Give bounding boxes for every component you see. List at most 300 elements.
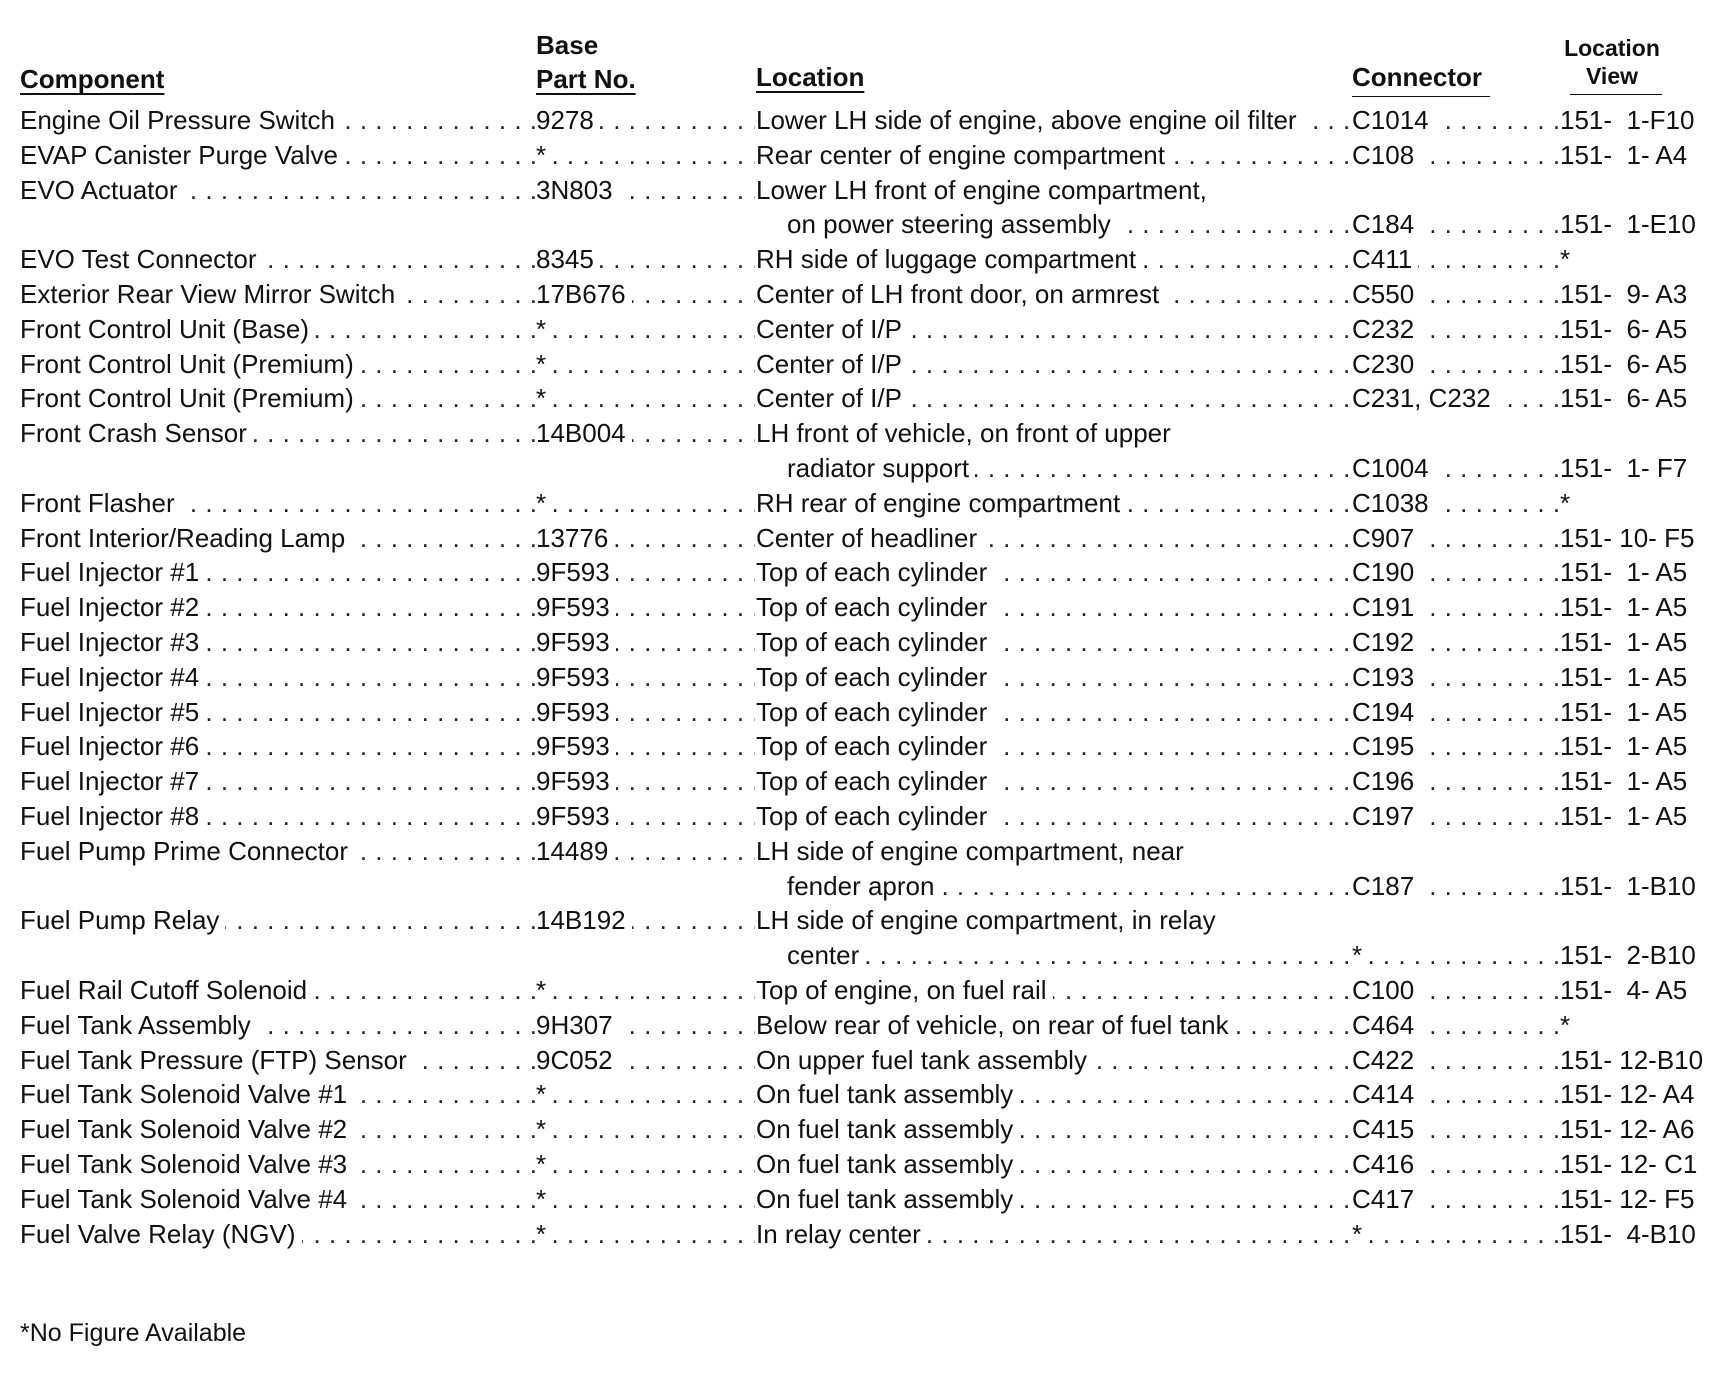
location-view-cell-text: 151- 1- A5 [1560,731,1688,762]
part-number-cell-text: 9F593 [536,731,616,761]
part-number-cell-text: 9F593 [536,766,616,796]
connector-cell-text: C1004 [1352,453,1435,483]
location-view-cell [1560,451,1710,485]
location-view-cell-text: 151- 1- F7 [1560,453,1688,483]
part-number-cell [536,1043,755,1077]
connector-cell-text: C108 [1352,140,1420,170]
location-cell [787,207,1351,241]
location-view-cell-text: 151- 4- A5 [1560,975,1688,1005]
location-cell [756,1217,1351,1251]
location-view-cell [1560,138,1710,172]
location-cell [787,938,1351,972]
component-cell [20,416,535,450]
part-number-cell [536,521,755,555]
location-view-cell [1560,660,1710,694]
part-number-cell-text: 9H307 [536,1010,619,1040]
connector-cell [1352,103,1559,137]
location-cell [756,695,1351,729]
component-cell [20,312,535,346]
component-cell-text: Fuel Rail Cutoff Solenoid [20,975,313,1005]
location-view-cell-text: 151- 4-B10 [1560,1218,1696,1249]
connector-cell [1352,207,1559,241]
connector-cell [1352,625,1559,659]
part-number-cell [536,799,755,833]
part-number-cell-text: 9C052 [536,1045,619,1075]
component-cell [20,729,535,763]
component-cell-text: Front Crash Sensor [20,418,253,448]
location-cell-text: Center of LH front door, on armrest [756,279,1165,309]
part-number-cell [536,1077,755,1111]
part-number-cell [536,764,755,798]
part-number-cell [536,381,755,415]
connector-cell-text: C194 [1352,697,1420,727]
location-view-cell [1560,486,1710,520]
connector-cell [1352,1217,1559,1251]
location-cell [756,799,1351,833]
part-number-cell-text: 3N803 [536,175,619,205]
location-view-cell-text: 151- 1- A5 [1560,627,1688,657]
location-cell-text: Top of each cylinder [756,801,993,831]
connector-cell [1352,938,1559,972]
part-number-cell [536,729,755,763]
location-view-cell [1560,799,1710,833]
component-cell [20,834,535,868]
component-cell [20,242,535,276]
component-cell-text: Fuel Tank Assembly [20,1010,257,1040]
location-cell-text: LH side of engine compartment, in relay [756,905,1222,935]
component-cell [20,486,535,520]
location-view-cell [1560,277,1710,311]
location-cell [756,729,1351,763]
connector-cell [1352,660,1559,694]
location-cell [756,1008,1351,1042]
location-view-cell [1560,103,1710,137]
connector-cell [1352,277,1559,311]
part-number-cell-text: * [536,1149,552,1179]
location-cell-text: Center of headliner [756,523,983,553]
location-cell [756,764,1351,798]
location-view-cell-text: 151- 1-B10 [1560,870,1696,901]
connector-cell-text: C417 [1352,1184,1420,1214]
location-cell [756,590,1351,624]
location-cell [756,625,1351,659]
component-cell-text: EVO Test Connector [20,244,263,274]
part-number-cell-text: 9F593 [536,801,616,831]
component-cell [20,347,535,381]
connector-cell [1352,242,1559,276]
component-cell [20,764,535,798]
part-number-cell-text: * [536,1079,552,1109]
connector-cell [1352,138,1559,172]
location-view-cell-text: 151- 6- A5 [1560,348,1688,379]
component-cell [20,277,535,311]
component-cell-text: Fuel Pump Relay [20,905,225,935]
connector-cell [1352,1008,1559,1042]
component-cell-text: Fuel Injector #3 [20,627,205,657]
part-number-cell-text: 9F593 [536,627,616,657]
connector-cell [1352,486,1559,520]
connector-cell [1352,521,1559,555]
location-view-cell-text: 151- 12- A6 [1560,1114,1695,1145]
connector-cell-text: C1038 [1352,488,1435,518]
header-base-part-line1: Base [536,30,599,60]
part-number-cell-text: 9F593 [536,557,616,587]
connector-cell-text: C907 [1352,523,1420,553]
location-cell [756,277,1351,311]
component-cell [20,625,535,659]
location-view-cell-text: 151- 12- A4 [1560,1079,1695,1110]
location-view-cell [1560,1043,1710,1077]
location-view-cell [1560,1112,1710,1146]
part-number-cell-text: * [536,1184,552,1214]
location-cell-text: Center of I/P [756,383,908,413]
part-number-cell-text: * [536,140,552,170]
location-cell-text: LH front of vehicle, on front of upper [756,418,1177,448]
header-location-view-line1: Location [1564,35,1660,61]
location-view-cell [1560,242,1710,276]
location-cell-text: On upper fuel tank assembly [756,1045,1093,1075]
connector-cell [1352,1077,1559,1111]
component-cell-text: EVO Actuator [20,175,184,205]
component-cell [20,103,535,137]
connector-cell-text: * [1352,940,1368,970]
location-view-cell-text: 151- 6- A5 [1560,383,1688,414]
connector-cell-text: C230 [1352,349,1420,379]
component-cell-text: Front Control Unit (Premium) [20,383,360,413]
location-cell-text: On fuel tank assembly [756,1114,1019,1144]
component-cell [20,660,535,694]
component-cell-text: Engine Oil Pressure Switch [20,105,341,135]
location-view-cell-text: 151- 1- A4 [1560,139,1688,170]
location-cell-text: On fuel tank assembly [756,1184,1019,1214]
part-number-cell [536,625,755,659]
component-cell [20,521,535,555]
location-view-cell [1560,207,1710,241]
connector-cell [1352,347,1559,381]
location-view-cell [1560,764,1710,798]
location-cell-text: on power steering assembly [787,209,1117,239]
location-cell-text: Top of engine, on fuel rail [756,975,1053,1005]
component-cell-text: Fuel Tank Pressure (FTP) Sensor [20,1045,413,1075]
footnote: *No Figure Available [20,1319,247,1347]
part-number-cell-text: 9F593 [536,662,616,692]
location-cell-text: center [787,940,865,970]
location-view-cell-text: 151- 1- A5 [1560,592,1688,623]
part-number-cell [536,416,755,450]
component-cell-text: Fuel Pump Prime Connector [20,836,354,866]
part-number-cell [536,1147,755,1181]
part-number-cell [536,1008,755,1042]
component-cell [20,973,535,1007]
connector-cell-text: C190 [1352,557,1420,587]
location-view-cell-text: * [1560,1009,1571,1040]
location-cell [756,1112,1351,1146]
connector-cell-text: C193 [1352,662,1420,692]
part-number-cell [536,1112,755,1146]
component-cell [20,590,535,624]
location-view-cell-text: 151- 10- F5 [1560,522,1695,553]
location-cell [756,416,1351,450]
component-cell-text: Fuel Valve Relay (NGV) [20,1219,302,1249]
header-location-view-line2: View [1586,63,1638,89]
location-cell [756,1043,1351,1077]
location-cell [756,486,1351,520]
location-cell [787,451,1351,485]
part-number-cell [536,173,755,207]
part-number-cell-text: 13776 [536,523,614,553]
connector-cell-text: C1014 [1352,105,1435,135]
location-view-cell-text: 151- 12-B10 [1560,1044,1704,1075]
part-number-cell [536,590,755,624]
part-number-cell [536,555,755,589]
connector-cell-text: C197 [1352,801,1420,831]
location-cell-text: Top of each cylinder [756,697,993,727]
location-cell-text: On fuel tank assembly [756,1079,1019,1109]
component-cell [20,1008,535,1042]
connector-cell-text: C187 [1352,871,1420,901]
connector-cell [1352,381,1559,415]
header-connector-rule [1352,96,1490,97]
component-cell [20,1043,535,1077]
connector-cell [1352,1182,1559,1216]
connector-cell-text: C195 [1352,731,1420,761]
location-cell-text: radiator support [787,453,975,483]
location-cell-text: Top of each cylinder [756,627,993,657]
location-view-cell [1560,381,1710,415]
connector-cell [1352,729,1559,763]
location-view-cell [1560,1147,1710,1181]
connector-cell [1352,1043,1559,1077]
location-cell-text: Lower LH front of engine compartment, [756,175,1213,205]
location-cell [756,1147,1351,1181]
location-view-cell [1560,347,1710,381]
location-cell [756,1182,1351,1216]
component-cell-text: EVAP Canister Purge Valve [20,140,344,170]
location-view-cell-text: 151- 1- A5 [1560,557,1688,588]
location-cell-text: Top of each cylinder [756,557,993,587]
location-cell [756,834,1351,868]
connector-cell-text: C464 [1352,1010,1420,1040]
component-cell [20,555,535,589]
location-cell [787,869,1351,903]
header-base-part-line2: Part No. [536,64,636,94]
connector-cell-text: C411 [1352,244,1418,274]
component-cell [20,1112,535,1146]
part-number-cell-text: 14489 [536,836,614,866]
component-cell-text: Fuel Injector #4 [20,662,205,692]
header-connector: Connector [1352,62,1482,92]
location-cell [756,521,1351,555]
component-cell-text: Front Control Unit (Premium) [20,349,360,379]
location-cell-text: Rear center of engine compartment [756,140,1171,170]
part-number-cell [536,486,755,520]
part-number-cell [536,1182,755,1216]
connector-cell-text: C415 [1352,1114,1420,1144]
location-view-cell-text: 151- 1- A5 [1560,696,1688,727]
location-view-cell [1560,521,1710,555]
location-view-cell [1560,1008,1710,1042]
connector-cell [1352,1147,1559,1181]
location-view-cell [1560,1217,1710,1251]
part-number-cell [536,347,755,381]
location-cell-text: fender apron [787,871,940,901]
part-number-cell-text: 14B004 [536,418,632,448]
location-view-cell-text: 151- 1- A5 [1560,801,1688,831]
location-cell [756,555,1351,589]
header-component: Component [20,64,165,94]
location-cell-text: RH side of luggage compartment [756,244,1142,274]
location-view-cell-text: 151- 12- C1 [1560,1149,1698,1179]
part-number-cell-text: * [536,488,552,518]
header-location-view-rule [1570,94,1662,95]
connector-cell-text: C196 [1352,766,1420,796]
location-view-cell [1560,1182,1710,1216]
location-view-cell-text: 151- 9- A3 [1560,279,1688,309]
part-number-cell [536,903,755,937]
location-view-cell [1560,312,1710,346]
location-view-cell-text: 151- 12- F5 [1560,1183,1695,1214]
header-location: Location [756,62,865,92]
component-cell-text: Fuel Injector #6 [20,731,205,761]
part-number-cell-text: * [536,349,552,379]
part-number-cell [536,277,755,311]
component-cell-text: Fuel Tank Solenoid Valve #3 [20,1149,353,1179]
connector-cell [1352,973,1559,1007]
location-cell [756,973,1351,1007]
component-cell-text: Fuel Injector #8 [20,801,205,831]
connector-cell [1352,451,1559,485]
connector-cell-text: C184 [1352,209,1420,239]
location-view-cell [1560,1077,1710,1111]
component-cell-text: Fuel Tank Solenoid Valve #2 [20,1114,353,1144]
location-cell [756,173,1351,207]
location-view-cell [1560,869,1710,903]
location-cell [756,381,1351,415]
part-number-cell [536,138,755,172]
component-cell [20,138,535,172]
part-number-cell-text: * [536,1219,552,1249]
component-cell-text: Fuel Injector #7 [20,766,205,796]
location-view-cell-text: * [1560,244,1571,275]
part-number-cell [536,312,755,346]
component-cell-text: Fuel Injector #5 [20,697,205,727]
location-view-cell-text: 151- 1-E10 [1560,209,1696,240]
location-cell-text: Center of I/P [756,349,908,379]
location-view-cell [1560,590,1710,624]
connector-cell-text: C192 [1352,627,1420,657]
connector-cell-text: C416 [1352,1149,1420,1179]
part-number-cell-text: 9278 [536,105,600,135]
component-cell [20,381,535,415]
part-number-cell-text: 17B676 [536,279,632,309]
location-cell-text: In relay center [756,1219,927,1249]
location-view-cell-text: * [1560,487,1571,518]
component-cell-text: Fuel Tank Solenoid Valve #1 [20,1079,353,1109]
location-view-cell [1560,938,1710,972]
location-view-cell-text: 151- 1- A5 [1560,766,1688,797]
location-view-cell-text: 151- 1- A5 [1560,661,1688,692]
location-view-cell [1560,555,1710,589]
connector-cell [1352,312,1559,346]
connector-cell-text: C422 [1352,1045,1420,1075]
connector-cell-text: * [1352,1219,1368,1249]
connector-cell-text: C191 [1352,592,1420,622]
part-number-cell-text: 9F593 [536,697,616,727]
part-number-cell-text: 14B192 [536,905,632,935]
location-cell-text: LH side of engine compartment, near [756,836,1190,866]
location-view-cell [1560,695,1710,729]
location-view-cell [1560,625,1710,659]
component-cell [20,695,535,729]
location-cell-text: Top of each cylinder [756,592,993,622]
location-cell-text: Top of each cylinder [756,662,993,692]
component-cell [20,799,535,833]
location-cell [756,347,1351,381]
part-number-cell [536,834,755,868]
connector-cell-text: C414 [1352,1079,1420,1109]
component-cell-text: Fuel Tank Solenoid Valve #4 [20,1184,353,1214]
connector-cell-text: C232 [1352,314,1420,344]
component-cell-text: Front Control Unit (Base) [20,314,315,344]
part-number-cell-text: * [536,1114,552,1144]
location-cell [756,312,1351,346]
location-cell-text: Lower LH side of engine, above engine oil filter [756,105,1303,135]
location-cell [756,242,1351,276]
component-cell-text: Exterior Rear View Mirror Switch [20,279,401,309]
component-cell [20,173,535,207]
connector-cell [1352,869,1559,903]
part-number-cell [536,1217,755,1251]
part-number-cell-text: 9F593 [536,592,616,622]
connector-cell [1352,695,1559,729]
location-cell-text: On fuel tank assembly [756,1149,1019,1179]
location-cell [756,903,1351,937]
part-number-cell [536,660,755,694]
component-cell [20,903,535,937]
location-cell-text: Top of each cylinder [756,731,993,761]
connector-cell [1352,799,1559,833]
component-cell-text: Front Flasher [20,488,181,518]
location-cell [756,1077,1351,1111]
location-view-cell [1560,973,1710,1007]
component-cell [20,1147,535,1181]
component-cell-text: Fuel Injector #2 [20,592,205,622]
location-cell [756,660,1351,694]
location-cell [756,103,1351,137]
location-cell-text: Center of I/P [756,314,908,344]
part-number-cell [536,103,755,137]
component-cell-text: Fuel Injector #1 [20,557,205,587]
location-view-cell [1560,729,1710,763]
connector-cell-text: C100 [1352,975,1420,1005]
connector-cell-text: C550 [1352,279,1420,309]
component-cell-text: Front Interior/Reading Lamp [20,523,351,553]
location-cell-text: RH rear of engine compartment [756,488,1126,518]
connector-cell [1352,764,1559,798]
part-number-cell-text: * [536,383,552,413]
part-number-cell [536,242,755,276]
location-view-cell-text: 151- 6- A5 [1560,313,1688,344]
connector-cell [1352,590,1559,624]
component-cell [20,1182,535,1216]
component-cell [20,1077,535,1111]
location-cell-text: Top of each cylinder [756,766,993,796]
part-number-cell [536,973,755,1007]
location-cell-text: Below rear of vehicle, on rear of fuel tank [756,1010,1235,1040]
location-cell [756,138,1351,172]
part-number-cell [536,695,755,729]
part-number-cell-text: 8345 [536,244,600,274]
